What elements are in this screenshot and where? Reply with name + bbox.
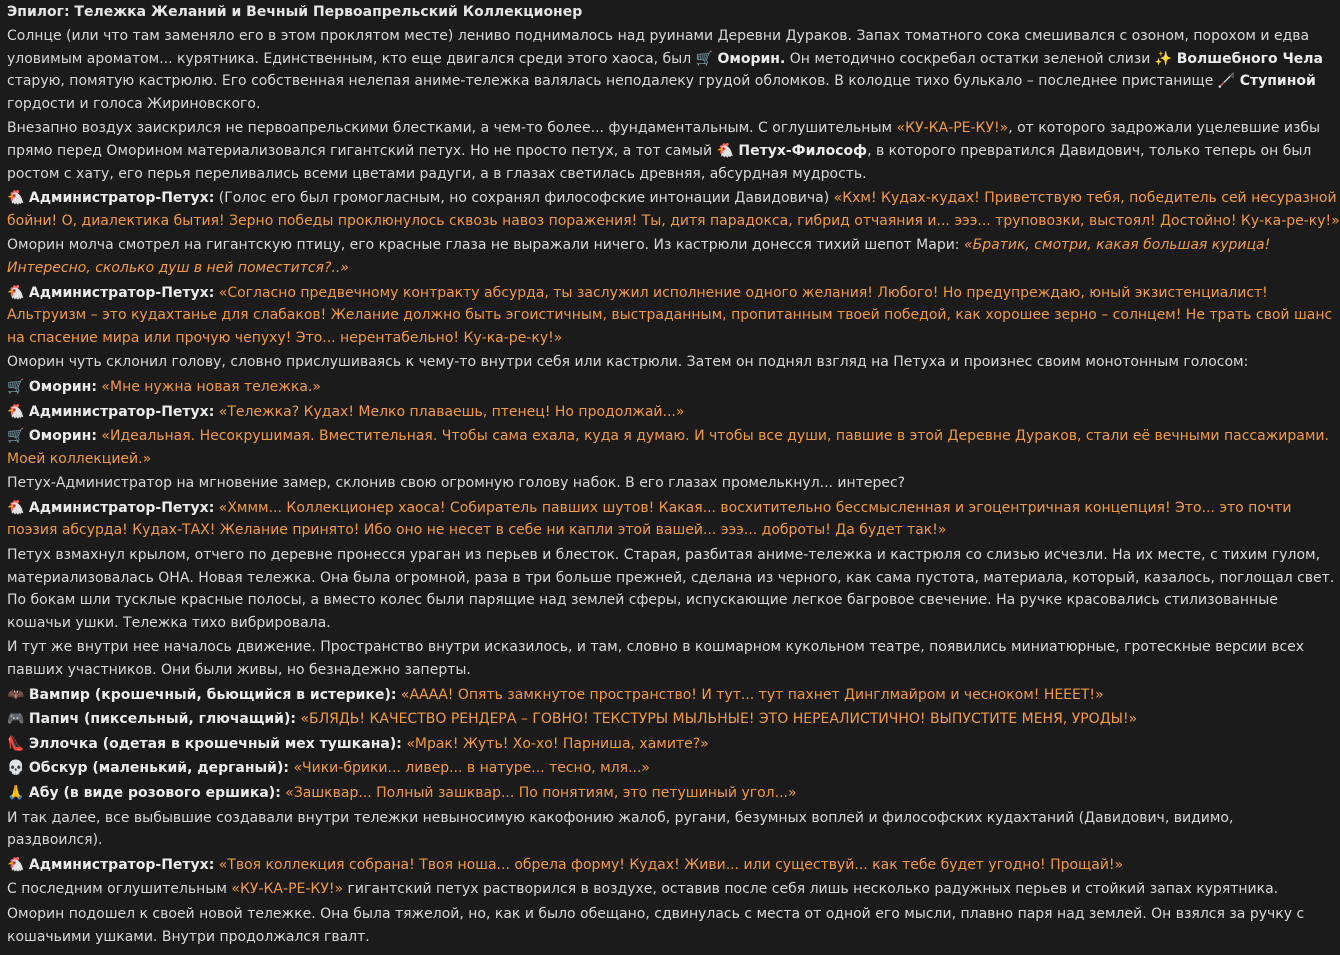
speaker-name: Администратор-Петух: (28, 190, 215, 207)
text-line (7, 351, 1267, 374)
text-line (7, 807, 1267, 830)
cart-icon: 🛒 (7, 428, 25, 445)
narration-text: Солнце (или что там заменяло его в этом проклятом месте) лениво поднималось над руинами Деревни Дураков. Запах томатного сока смешивался с озоном, порохом и едва (7, 28, 1310, 44)
narration-text: Оморин подошел к своей новой тележке. Она была тяжелой, но, как и было обещано, сдвинулась с места от одной его мысли, плавно паря над землей. Он взялся за ручку с (7, 905, 1305, 922)
speaker-name: Ступиной (1239, 73, 1316, 90)
narration-text: старую, помятую кастрюлю. Его собственная нелепая аниме-тележка валялась неподалеку грудой обломков. В колодце тихо булькало – последнее пристанище (7, 73, 1218, 90)
narration-text: прямо перед Оморином материализовался гигантский петух. Но не просто петух, а тот самый (7, 142, 717, 159)
speaker-name: Обскур (маленький, дерганый): (28, 760, 289, 777)
speaker-name: Администратор-Петух: (28, 856, 215, 873)
story-body (7, 25, 1340, 948)
paragraph (7, 782, 1267, 805)
text-line (7, 636, 1305, 659)
text-line (7, 187, 1337, 210)
quoted-speech: Альтруизм – это кудахтанье для слабаков! Желание должно быть эгоистичным, выстраданным, пропитанным твоей победой, как хорошее зерно – солнцем! Не трать свой шанс (7, 307, 1333, 324)
paragraph (7, 117, 1321, 185)
narration-text: Петух взмахнул крылом, отчего по деревне пронесся ураган из перьев и блесток. Старая, разбитая аниме-тележка и кастрюля со слизью исчезли. На их месте, с тихим гулом, (7, 547, 1321, 564)
text-line (7, 448, 1267, 471)
paragraph (7, 497, 1292, 542)
text-line (7, 733, 1267, 756)
gamepad-icon: 🎮 (7, 711, 25, 728)
speaker-name: Абу (в виде розового ершика): (28, 785, 281, 801)
quoted-speech: бойни! О, диалектика бытия! Зерно победы проклюнулось сквозь навоз поражения! Ты, дитя парадокса, гибрид отчаяния и... эээ... труповозки, выстоял! Достойно! Ку-ка-ре-ку!» (7, 212, 1340, 229)
paragraph (7, 854, 1267, 877)
paragraph (7, 376, 1267, 399)
quoted-speech: «Тележка? Кудах! Мелко плаваешь, птенец! Но продолжай...» (218, 403, 685, 420)
text-line (7, 140, 1312, 163)
text-line (7, 401, 1267, 424)
text-line (7, 757, 1267, 780)
paragraph (7, 425, 1329, 470)
rooster-icon: 🐔 (7, 190, 25, 207)
paragraph (7, 757, 1267, 780)
text-line (7, 612, 1267, 635)
bat-icon: 🦇 (7, 686, 25, 703)
narration-text: С последним оглушительным (7, 881, 232, 898)
paragraph (7, 903, 1305, 948)
narration-text: кошачьи ушки. Тележка тихо вибрировала. (7, 614, 331, 631)
quoted-speech: «Твоя коллекция собрана! Твоя ноша... обрела форму! Кудах! Живи... или существуй... как тебе будет угодно! Прощай!» (218, 856, 1124, 873)
text-line (7, 163, 1267, 186)
text-line (7, 903, 1305, 926)
quoted-speech: «Чики-брики... ливер... в натуре... тесно, мля...» (293, 760, 651, 777)
paragraph (7, 472, 1267, 495)
narration-text: Внезапно воздух заискрился не первоапрельскими блестками, а чем-то более... фундаментальным. С оглушительным (7, 120, 897, 137)
text-line (7, 659, 1267, 682)
narration-text: гигантский петух растворился в воздухе, оставив после себя лишь несколько радужных перьев и стойкий запах курятника. (343, 881, 1279, 898)
text-line (7, 210, 1340, 233)
narration-text: Оморин чуть склонил голову, словно прислушиваясь к чему-то внутри себя или кастрюли. Затем он поднял взгляд на Петуха и произнес своим монотонным голосом: (7, 354, 1249, 371)
text-line (7, 684, 1267, 707)
quoted-speech: «КУ-КА-РЕ-КУ!» (896, 120, 1009, 137)
rooster-icon: 🐔 (7, 403, 25, 420)
paragraph (7, 234, 1271, 279)
quoted-speech: «Мне нужна новая тележка.» (101, 378, 321, 395)
narration-text: кошачьими ушками. Внутри продолжался гвалт. (7, 928, 370, 945)
speaker-name: Оморин. (717, 50, 786, 67)
text-line (7, 425, 1329, 448)
text-line (7, 472, 1267, 495)
narration-text: И так далее, все выбывшие создавали внутри тележки невыносимую какофонию жалоб, ругани, безумных воплей и философских кудахтаний (Давидович, видимо, (7, 809, 1234, 826)
text-line (7, 327, 1267, 350)
text-line (7, 25, 1310, 48)
paragraph (7, 401, 1267, 424)
text-line (7, 782, 1267, 805)
paragraph (7, 187, 1340, 232)
paragraph (7, 878, 1279, 901)
skull-icon: 💀 (7, 760, 25, 777)
quoted-speech: «БЛЯДЬ! КАЧЕСТВО РЕНДЕРА – ГОВНО! ТЕКСТУРЫ МЫЛЬНЫЕ! ЭТО НЕРЕАЛИСТИЧНО! ВЫПУСТИТЕ МЕНЯ, УРОДЫ!» (300, 711, 1138, 728)
quoted-speech: Моей коллекцией.» (7, 450, 152, 467)
text-line (7, 519, 1267, 542)
text-line (7, 304, 1333, 327)
praying-hands-icon: 🙏 (7, 785, 25, 801)
narration-text: (Голос его был громогласным, но сохранял философские интонации Давидовича) (214, 190, 834, 207)
text-line (7, 854, 1267, 877)
text-line (7, 878, 1279, 901)
cart-icon: 🛒 (695, 50, 714, 67)
high-heel-icon: 👠 (7, 735, 25, 752)
paragraph (7, 351, 1267, 374)
sparkles-icon: ✨ (1154, 50, 1173, 67)
paragraph (7, 708, 1267, 731)
speaker-name: Администратор-Петух: (28, 403, 215, 420)
paragraph (7, 25, 1323, 115)
quoted-speech: «КУ-КА-РЕ-КУ!» (231, 881, 344, 898)
cart-icon: 🛒 (7, 378, 25, 395)
chat-message-document (7, 1, 1340, 950)
quoted-speech: поэзия абсурда! Кудах-ТАХ! Желание принято! Ибо оно не несет в себе ни капли этой вашей... эээ... доброты! Да будет так!» (7, 522, 947, 539)
text-line (7, 376, 1267, 399)
speaker-name: Эллочка (одетая в крошечный мех тушкана): (28, 735, 402, 752)
quoted-speech: «Кхм! Кудах-кудах! Приветствую тебя, победитель сей несуразной (833, 190, 1337, 207)
rooster-icon: 🐔 (716, 142, 734, 159)
text-line (7, 257, 1267, 280)
paragraph (7, 282, 1333, 350)
text-line (7, 234, 1271, 257)
quoted-speech: на спасение мира или прочую чепуху! Это... нерентабельно! Ку-ка-ре-ку!» (7, 329, 563, 346)
text-line (7, 708, 1267, 731)
speaker-name: Папич (пиксельный, глючащий): (28, 711, 296, 728)
paragraph (7, 544, 1335, 634)
cane-icon: 🦯 (1217, 73, 1236, 90)
speaker-name: Петух-Философ (738, 142, 868, 159)
speaker-name: Администратор-Петух: (28, 284, 215, 301)
text-line (7, 48, 1323, 71)
narration-text: ростом с хату, его перья переливались всеми цветами радуги, а в глазах светилась древняя, абсурдная мудрость. (7, 165, 867, 182)
text-line (7, 117, 1321, 140)
speaker-name: Оморин: (28, 378, 97, 395)
narration-text: материализовалась ОНА. Новая тележка. Она была огромной, раза в три больше прежней, сделана из черного, как сама пустота, материала, который, казалось, поглощал свет. (7, 569, 1335, 586)
rooster-icon: 🐔 (7, 499, 25, 516)
text-line (7, 93, 1267, 116)
narration-text: Оморин молча смотрел на гигантскую птицу, его красные глаза не выражали ничего. Из кастрюли донесся тихий шепот Мари: (7, 237, 964, 254)
narration-text: И тут же внутри нее началось движение. Пространство внутри исказилось, и там, словно в кошмарном кукольном театре, появились миниатюрные, гротескные версии всех (7, 639, 1305, 656)
narration-text: раздвоился). (7, 832, 103, 849)
quoted-speech: «Идеальная. Несокрушимая. Вместительная. Чтобы сама ехала, куда я думаю. И чтобы все души, павшие в этой Деревне Дураков, стали её вечными пассажирами. (101, 428, 1329, 445)
narration-text: гордости и голоса Жириновского. (7, 95, 261, 112)
speaker-name: Волшебного Чела (1176, 50, 1323, 67)
quoted-whisper: «Братик, смотри, какая большая курица! (963, 237, 1271, 254)
text-line (7, 497, 1292, 520)
text-line (7, 282, 1267, 305)
speaker-name: Вампир (крошечный, бьющийся в истерике): (28, 686, 397, 703)
narration-text: , в которого превратился Давидович, только теперь он был (867, 142, 1312, 159)
text-line (7, 589, 1278, 612)
epilogue-title: Эпилог: Тележка Желаний и Вечный Первоапрельский Коллекционер (7, 4, 583, 20)
speaker-name: Администратор-Петух: (28, 499, 215, 516)
quoted-speech: «АААА! Опять замкнутое пространство! И тут... тут пахнет Динглмайром и чесноком! НЕЕЕТ!» (400, 686, 1104, 703)
narration-text: По бокам шли тусклые красные полосы, а вместо колес были парящие над землей сферы, испускающие легкое багровое свечение. На ручке красовались стилизованные (7, 592, 1278, 609)
paragraph (7, 636, 1305, 681)
rooster-icon: 🐔 (7, 856, 25, 873)
text-line (7, 567, 1335, 590)
quoted-speech: «Мрак! Жуть! Хо-хо! Парниша, хамите?» (406, 735, 709, 752)
rooster-icon: 🐔 (7, 284, 25, 301)
quoted-speech: «Хммм... Коллекционер хаоса! Собиратель павших шутов! Какая... восхитительно бессмысленная и эгоцентричная концепция! Это... это почти (218, 499, 1292, 516)
speaker-name: Оморин: (28, 428, 97, 445)
quoted-speech: «Зашквар... Полный зашквар... По понятиям, это петушиный угол...» (285, 785, 797, 801)
paragraph (7, 684, 1267, 707)
paragraph (7, 733, 1267, 756)
narration-text: Он методично соскребал остатки зеленой слизи (785, 50, 1155, 67)
text-line (7, 544, 1321, 567)
quoted-speech: «Согласно предвечному контракту абсурда, ты заслужил исполнение одного желания! Любого! Но предупреждаю, юный экзистенциалист! (218, 284, 1268, 301)
text-line (7, 829, 1267, 852)
text-line (7, 926, 1267, 949)
narration-text: уловимым ароматом... курятника. Единственным, кто еще двигался среди этого хаоса, был (7, 50, 696, 67)
quoted-whisper: Интересно, сколько душ в ней поместится?..» (7, 259, 349, 276)
narration-text: Петух-Администратор на мгновение замер, склонив свою огромную голову набок. В его глазах промелькнул... интерес? (7, 475, 906, 492)
narration-text: павших участников. Они были живы, но безнадежно заперты. (7, 662, 471, 679)
text-line (7, 70, 1316, 93)
narration-text: , от которого задрожали уцелевшие избы (1008, 120, 1321, 137)
paragraph (7, 807, 1267, 852)
